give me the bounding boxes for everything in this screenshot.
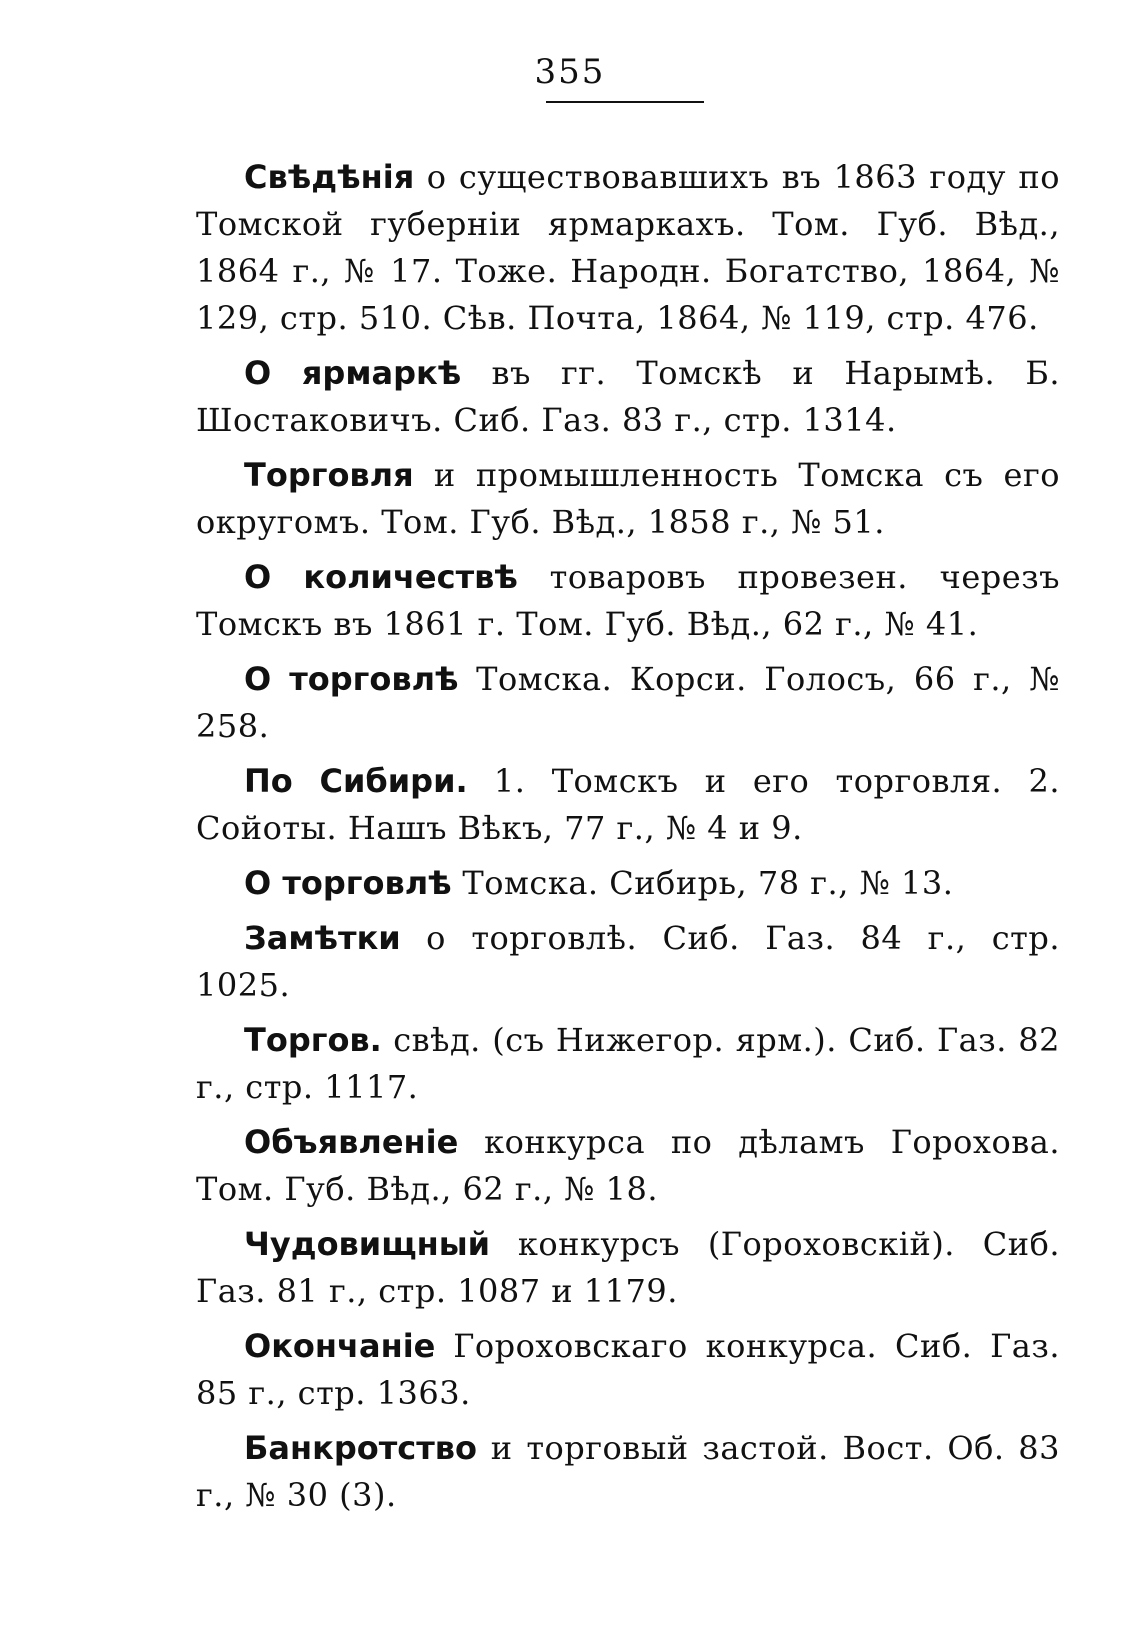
- entry-text: свѣд. (съ Нижегор. ярм.). Сиб. Газ. 82 г., стр. 1117.: [196, 1021, 1060, 1106]
- entry-heading: Банкротство: [244, 1429, 477, 1467]
- bibliography-entry: [196, 1425, 1060, 1519]
- entry-heading: О торговлѣ: [244, 864, 452, 902]
- entry-text: о торговлѣ. Сиб. Газ. 84 г., стр. 1025.: [196, 919, 1060, 1004]
- entry-heading: Замѣтки: [244, 919, 401, 957]
- bibliography-entry: [196, 1017, 1060, 1111]
- entry-heading: Чудовищный: [244, 1225, 491, 1263]
- page-number-rule: [546, 101, 704, 103]
- bibliography-entry: [196, 452, 1060, 546]
- bibliography-entry: [196, 1221, 1060, 1315]
- entry-text: Томска. Корси. Голосъ, 66 г., № 258.: [196, 660, 1061, 745]
- entry-text: конкурсъ (Гороховскій). Сиб. Газ. 81 г., стр. 1087 и 1179.: [196, 1225, 1060, 1310]
- entry-text: Гороховскаго конкурса. Сиб. Газ. 85 г., стр. 1363.: [196, 1327, 1060, 1412]
- bibliography-entry: [196, 915, 1060, 1009]
- page-number: 355: [534, 52, 606, 92]
- bibliography-entry: [196, 758, 1060, 852]
- bibliography-list: [196, 154, 1060, 1527]
- entry-heading: О ярмаркѣ: [244, 354, 462, 392]
- bibliography-entry: [196, 554, 1060, 648]
- entry-heading: Торгов.: [244, 1021, 382, 1059]
- entry-text: 1. Томскъ и его торговля. 2. Сойоты. Нашъ Вѣкъ, 77 г., № 4 и 9.: [196, 762, 1061, 847]
- entry-heading: Торговля: [244, 456, 414, 494]
- bibliography-entry: [196, 154, 1060, 342]
- bibliography-entry: [196, 350, 1060, 444]
- entry-heading: Объявленіе: [244, 1123, 459, 1161]
- entry-text: товаровъ провезен. черезъ Томскъ въ 1861 г. Том. Губ. Вѣд., 62 г., № 41.: [196, 558, 1061, 643]
- entry-heading: Свѣдѣнія: [244, 158, 415, 196]
- entry-heading: Окончаніе: [244, 1327, 436, 1365]
- entry-text: конкурса по дѣламъ Горохова. Том. Губ. Вѣд., 62 г., № 18.: [196, 1123, 1060, 1208]
- entry-text: и торговый застой. Вост. Об. 83 г., № 30 (3).: [196, 1429, 1060, 1514]
- entry-text: и промышленность Томска съ его округомъ. Том. Губ. Вѣд., 1858 г., № 51.: [196, 456, 1060, 541]
- bibliography-entry: [196, 656, 1060, 750]
- entry-heading: О количествѣ: [244, 558, 518, 596]
- entry-heading: О торговлѣ: [244, 660, 459, 698]
- entry-text: въ гг. Томскѣ и Нарымѣ. Б. Шостаковичъ. Сиб. Газ. 83 г., стр. 1314.: [196, 354, 1061, 439]
- bibliography-entry: [196, 1323, 1060, 1417]
- entry-text: Томска. Сибирь, 78 г., № 13.: [451, 864, 954, 902]
- bibliography-entry: [196, 1119, 1060, 1213]
- bibliography-entry: [196, 860, 1060, 907]
- entry-text: о существовавшихъ въ 1863 году по Томской губерніи ярмаркахъ. Том. Губ. Вѣд., 1864 г., № 17. Тоже. Народн. Богатство, 1864, № 129, стр. 510. Сѣв. Почта, 1864, № 119, стр. 476.: [196, 158, 1060, 337]
- entry-heading: По Сибири.: [244, 762, 468, 800]
